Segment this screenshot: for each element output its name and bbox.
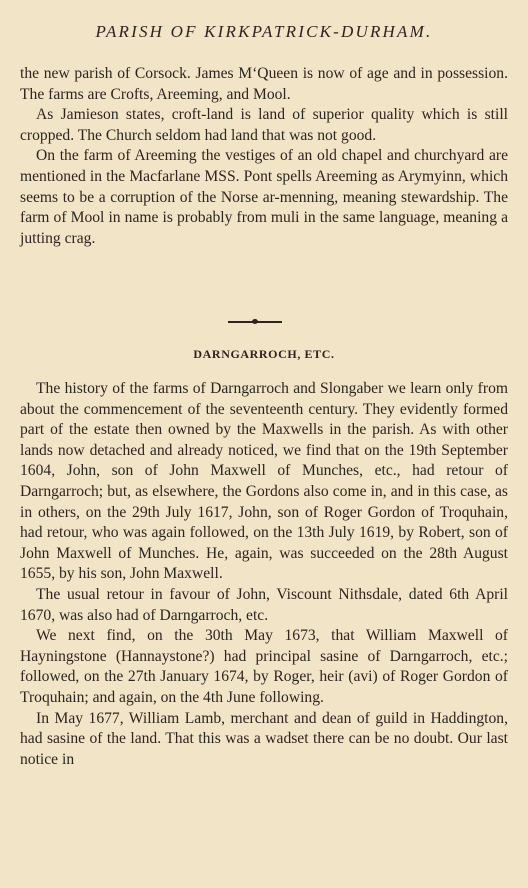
section-two-body [20,379,508,770]
running-title: PARISH OF KIRKPATRICK-DURHAM. [95,22,433,41]
paragraph: The history of the farms of Darngarroch and Slongaber we learn only from about the commencement of the seventeenth century. They evidently formed part of the estate then owned by the Maxwells in the parish. As with other lands now detached and already noticed, we find that on the 19th September 1604, John, son of John Maxwell of Munches, etc., had retour of Darngarroch; but, as elsewhere, the Gordons also come in, and in this case, as in others, on the 29th July 1617, John, son of Roger Gordon of Troquhain, had retour, who was again followed, on the 13th July 1619, by Robert, son of John Maxwell of Munches. He, again, was succeeded on the 28th August 1655, by his son, John Maxwell. [20,380,508,583]
paragraph: In May 1677, William Lamb, merchant and dean of guild in Haddington, had sasine of the land. That this was a wadset there can be no doubt. Our last notice in [20,709,508,768]
paragraph: the new parish of Corsock. James M‘Queen is now of age and in possession. The farms are Crofts, Areeming, and Mool. [20,65,508,103]
paragraph: On the farm of Areeming the vestiges of an old chapel and churchyard are mentioned in the Macfarlane MSS. Pont spells Areeming as Arymyinn, which seems to be a corruption of the Norse ar-menning, meaning stewardship. The farm of Mool in name is probably from muli in the same language, meaning a jutting crag. [20,147,508,247]
paragraph: As Jamieson states, croft-land is land of superior quality which is still cropped. The Church seldom had land that was not good. [20,106,508,144]
paragraph: The usual retour in favour of John, Viscount Nithsdale, dated 6th April 1670, was also had of Darngarroch, etc. [20,585,508,624]
section-one-body [20,64,508,249]
section-divider-ornament [252,319,258,324]
paragraph: We next find, on the 30th May 1673, that William Maxwell of Hayningstone (Hannaystone?) had principal sasine of Darngarroch, etc.; followed, on the 27th January 1674, by Roger, heir (avi) of Roger Gordon of Troquhain; and again, on the 4th June following. [20,627,508,706]
section-heading: DARNGARROCH, ETC. [193,347,335,361]
